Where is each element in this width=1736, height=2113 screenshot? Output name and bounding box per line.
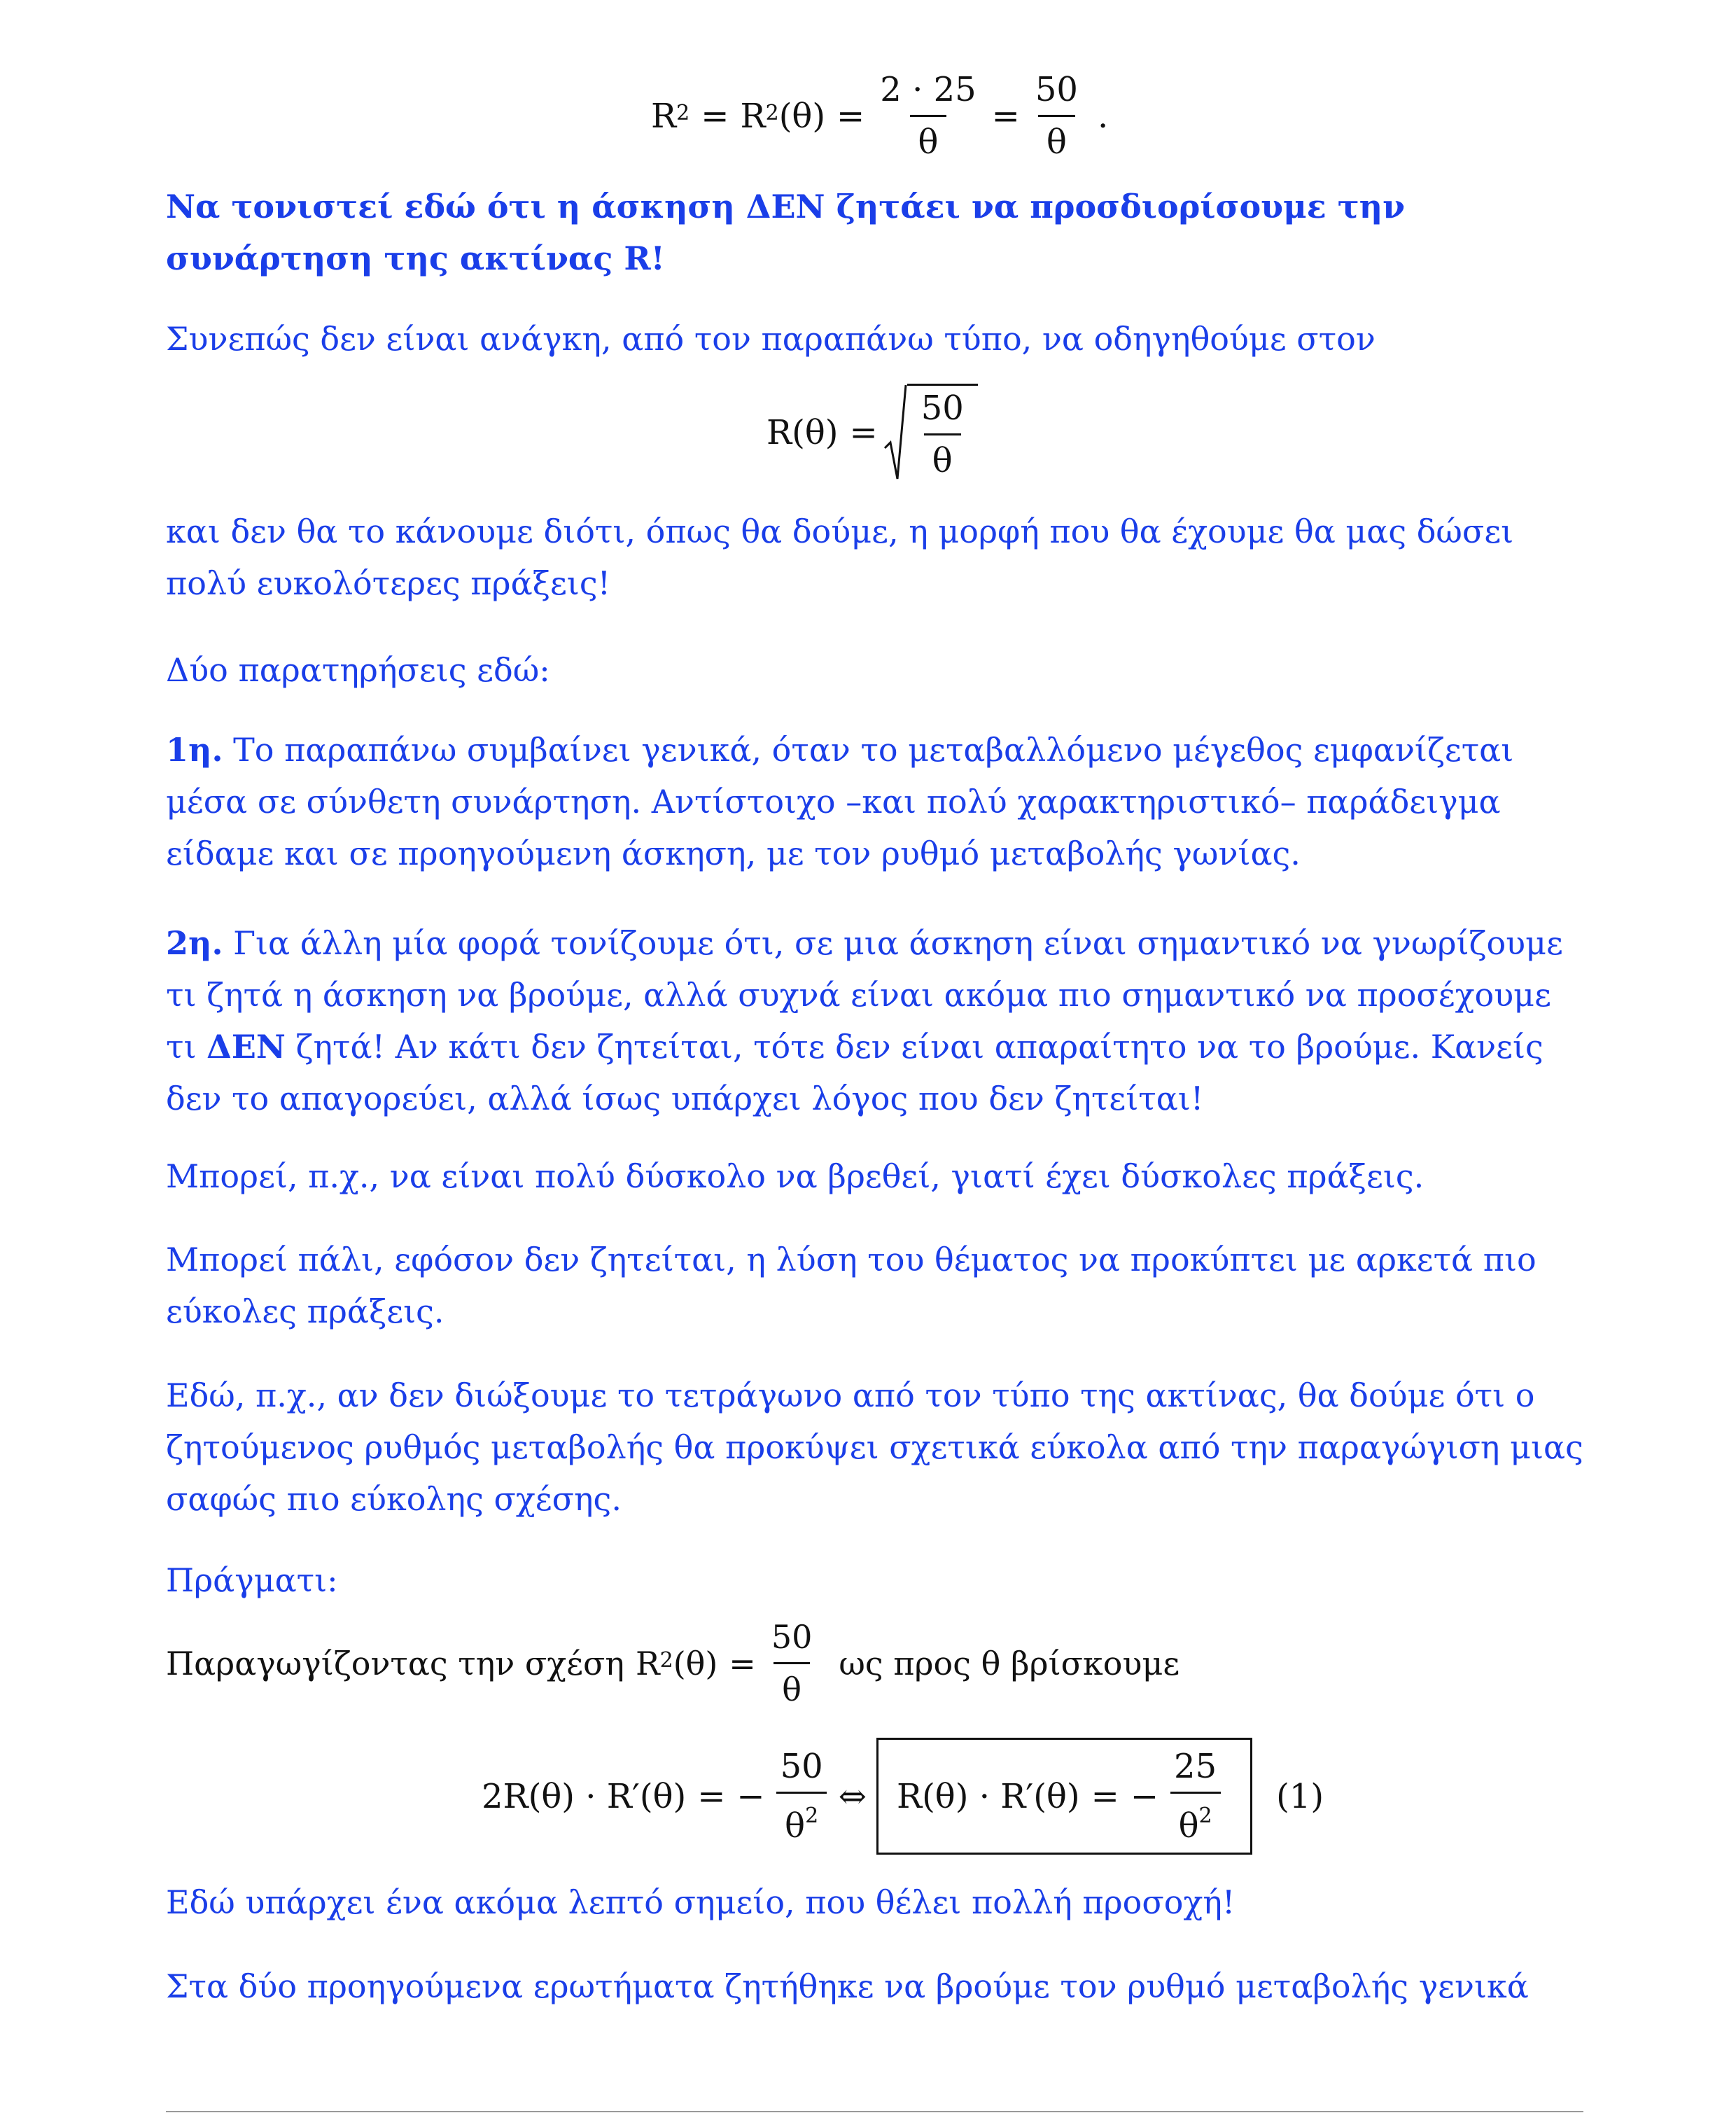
- paragraph-previous-questions: Στα δύο προηγούμενα ερωτήματα ζητήθηκε να βρούμε τον ρυθμό μεταβολής γενικά: [166, 1967, 1529, 2005]
- equation-derivative: [482, 1738, 1324, 1855]
- sqrt-radical: [883, 384, 978, 482]
- sqrt-equals: =: [849, 413, 878, 452]
- eq-arg: (θ): [778, 96, 826, 136]
- deriv-den-sup: 2: [805, 1804, 819, 1828]
- fraction-2: [1027, 70, 1086, 162]
- box-equals: =: [1091, 1776, 1119, 1816]
- derivation-sup: 2: [659, 1648, 673, 1673]
- equation-r-squared: [651, 70, 1108, 162]
- fraction-1-den: θ: [910, 115, 947, 162]
- fraction-1-num: 2 · 25: [880, 70, 976, 109]
- paragraph-emphasis: Να τονιστεί εδώ ότι η άσκηση ΔΕΝ ζητάει να προσδιορίσουμε την συνάρτηση της ακτίνας R!: [166, 188, 1406, 277]
- derivation-lhs: R: [635, 1644, 660, 1682]
- box-den-sup: 2: [1198, 1804, 1212, 1828]
- remark-2-text-b: ζητά! Αν κάτι δεν ζητείται, τότε δεν είναι απαραίτητο να το βρούμε. Κανείς δεν το απαγορεύει, αλλά ίσως υπάρχει λόγος που δεν ζητείται!: [166, 1028, 1544, 1117]
- radical-sign-icon: [883, 384, 907, 482]
- derivation-arg: (θ): [673, 1644, 718, 1682]
- sqrt-den: θ: [924, 433, 961, 480]
- boxed-result: [876, 1738, 1252, 1855]
- paragraph-indeed: Πράγματι:: [166, 1561, 338, 1599]
- remark-1-label: 1η.: [166, 731, 223, 769]
- eq-equals-3: =: [991, 96, 1020, 136]
- box-den: θ: [1178, 1806, 1199, 1846]
- paragraph-remark-2: [166, 917, 1583, 1124]
- deriv-lhs: 2R(θ) · R′(θ): [482, 1776, 687, 1816]
- eq-lhs: R: [651, 96, 677, 136]
- paragraph-subtle-point: Εδώ υπάρχει ένα ακόμα λεπτό σημείο, που θέλει πολλή προσοχή!: [166, 1883, 1236, 1921]
- eq-period: .: [1097, 96, 1109, 136]
- deriv-equals: =: [697, 1776, 726, 1816]
- paragraph-remarks-intro: Δύο παρατηρήσεις εδώ:: [166, 651, 550, 689]
- equation-sqrt: [766, 384, 978, 482]
- paragraph-example-3: Εδώ, π.χ., αν δεν διώξουμε το τετράγωνο από τον τύπο της ακτίνας, θα δούμε ότι ο ζητούμενος ρυθμός μεταβολής θα προκύψει σχετικά εύκολα από την παραγώγιση μιας σαφώς πιο εύκολης σχέσης.: [166, 1376, 1583, 1518]
- remark-2-text-a: Για άλλη μία φορά τονίζουμε ότι, σε μια άσκηση είναι σημαντικό να γνωρίζουμε τι ζητά η άσκηση να βρούμε, αλλά συχνά είναι ακόμα πιο σημαντικό να προσέχουμε τι: [166, 924, 1563, 1066]
- derivation-den: θ: [774, 1662, 810, 1709]
- derivation-fraction: [763, 1617, 821, 1709]
- remark-2-bold: ΔΕΝ: [206, 1028, 286, 1066]
- paragraph-reason: και δεν θα το κάνουμε διότι, όπως θα δούμε, η μορφή που θα έχουμε θα μας δώσει πολύ ευκολότερες πράξεις!: [166, 512, 1514, 602]
- derivation-after: ως προς θ βρίσκουμε: [839, 1644, 1180, 1682]
- deriv-fraction: [772, 1747, 832, 1846]
- eq-sup-2: 2: [765, 101, 779, 125]
- remark-2-label: 2η.: [166, 924, 223, 962]
- paragraph-consequence: Συνεπώς δεν είναι ανάγκη, από τον παραπάνω τύπο, να οδηγηθούμε στον: [166, 320, 1376, 358]
- eq-mid: R: [740, 96, 766, 136]
- deriv-num: 50: [780, 1747, 823, 1786]
- fraction-1: [872, 70, 984, 162]
- eq-equals: =: [701, 96, 729, 136]
- paragraph-remark-1: [166, 724, 1583, 879]
- derivation-num: 50: [771, 1618, 813, 1656]
- box-fraction: [1166, 1747, 1225, 1846]
- deriv-iff: ⇔: [838, 1776, 867, 1816]
- derivation-before: Παραγωγίζοντας την σχέση: [166, 1644, 624, 1682]
- deriv-minus: −: [736, 1776, 765, 1816]
- paragraph-example-2: Μπορεί πάλι, εφόσον δεν ζητείται, η λύση του θέματος να προκύπτει με αρκετά πιο εύκολες πράξεις.: [166, 1241, 1536, 1330]
- fraction-2-num: 50: [1035, 70, 1078, 109]
- remark-1-text: Το παραπάνω συμβαίνει γενικά, όταν το μεταβαλλόμενο μέγεθος εμφανίζεται μέσα σε σύνθετη συνάρτηση. Αντίστοιχο –και πολύ χαρακτηριστικό– παράδειγμα είδαμε και σε προηγούμενη άσκηση, με τον ρυθμό μεταβολής γωνίας.: [166, 731, 1514, 872]
- equation-tag: (1): [1276, 1776, 1324, 1816]
- eq-sup: 2: [676, 101, 690, 125]
- derivation-equals: =: [729, 1644, 756, 1682]
- deriv-den-wrap: [776, 1792, 827, 1846]
- bottom-divider: [166, 2111, 1583, 2112]
- box-lhs: R(θ) · R′(θ): [896, 1776, 1080, 1816]
- box-num: 25: [1174, 1747, 1217, 1786]
- paragraph-derivation: [166, 1617, 1180, 1709]
- box-den-wrap: [1170, 1792, 1221, 1846]
- box-minus: −: [1130, 1776, 1159, 1816]
- sqrt-lhs: R(θ): [766, 413, 839, 452]
- paragraph-example-1: Μπορεί, π.χ., να είναι πολύ δύσκολο να βρεθεί, γιατί έχει δύσκολες πράξεις.: [166, 1157, 1424, 1195]
- fraction-2-den: θ: [1038, 115, 1075, 162]
- sqrt-num: 50: [920, 389, 964, 428]
- deriv-den: θ: [785, 1806, 806, 1846]
- eq-equals-2: =: [836, 96, 865, 136]
